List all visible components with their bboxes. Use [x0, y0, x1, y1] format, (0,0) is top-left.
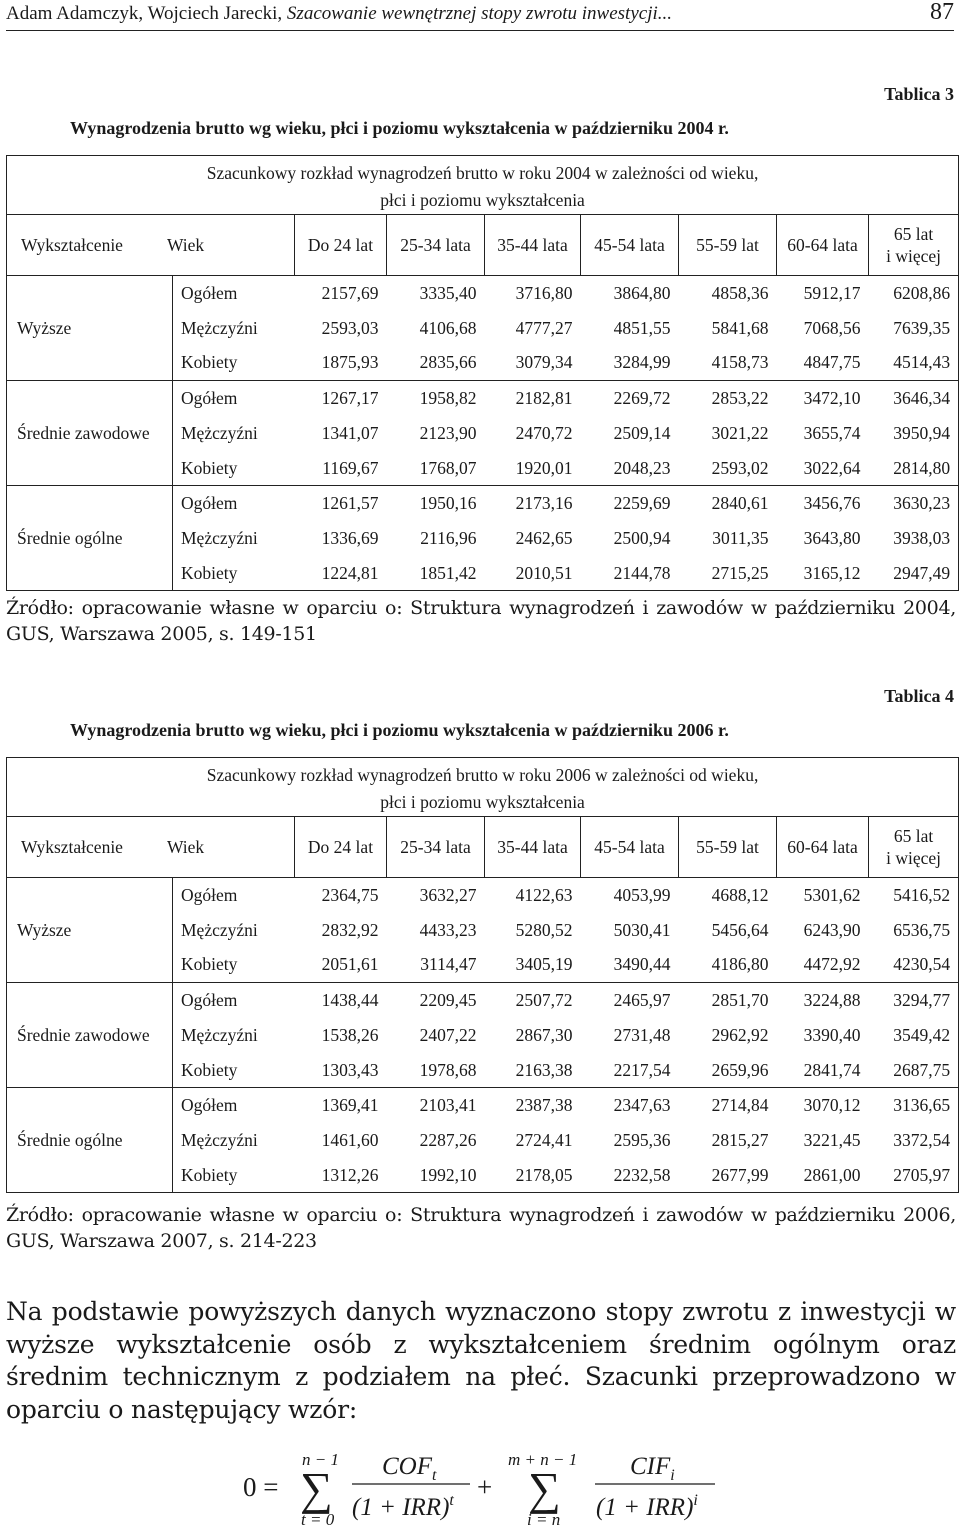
wage-cell: 1920,01 [515, 457, 573, 478]
wage-cell: 2364,75 [295, 878, 387, 913]
wage-cell: 2347,63 [581, 1088, 679, 1123]
wage-cell: 2217,54 [613, 1059, 671, 1080]
wage-cell: 7639,35 [869, 311, 959, 346]
wage-cell: 2465,97 [581, 983, 679, 1018]
wage-cell: 3070,12 [777, 1088, 869, 1123]
table-number: Tablica 4 [884, 686, 954, 706]
sex-label: Kobiety [181, 352, 238, 373]
wage-cell: 1958,82 [387, 381, 485, 416]
table-number: Tablica 3 [884, 84, 954, 104]
wage-cell: 3643,80 [803, 527, 861, 548]
table-caption-row [7, 156, 959, 215]
wage-cell: 3224,88 [777, 983, 869, 1018]
wage-cell: 2687,75 [869, 1053, 959, 1088]
wage-cell: 4106,68 [419, 317, 477, 338]
wage-cell: 5301,62 [777, 878, 869, 913]
table-caption-row [7, 758, 959, 817]
sex-label: Kobiety [181, 457, 238, 478]
wage-cell: 2507,72 [485, 983, 581, 1018]
wage-cell: 3079,34 [515, 352, 573, 373]
header-education: Wykształcenie Wiek [7, 215, 295, 276]
sex-label: Kobiety [173, 1158, 295, 1193]
header-age-group: 35-44 lata [485, 817, 581, 878]
wage-cell: 1992,10 [387, 1158, 485, 1193]
header-row [7, 817, 959, 878]
table-caption [7, 156, 959, 215]
frac1-numerator: $COF_t$ [382, 1453, 437, 1484]
wage-cell: 2659,96 [711, 1059, 769, 1080]
sum2-lower-limit: i = n [527, 1510, 561, 1527]
wage-cell: 2144,78 [581, 556, 679, 591]
education-level: Wyższe [7, 878, 173, 983]
wage-cell: 2123,90 [419, 422, 477, 443]
table-row [7, 276, 959, 311]
wage-cell: 1312,26 [295, 1158, 387, 1193]
wage-cell: 2116,96 [420, 527, 477, 548]
table-row [7, 486, 959, 521]
wage-cell: 2103,41 [387, 1088, 485, 1123]
wage-cell: 3114,47 [420, 954, 477, 975]
header-age-group: Do 24 lat [295, 215, 387, 276]
wage-cell: 2815,27 [711, 1129, 769, 1150]
wage-cell: 2593,02 [711, 457, 769, 478]
wage-cell: 3221,45 [803, 1129, 861, 1150]
wage-cell: 3490,44 [613, 954, 671, 975]
table-title: Wynagrodzenia brutto wg wieku, płci i poziomu wykształcenia w październiku 2006 r. [70, 720, 729, 740]
wage-cell: 2209,45 [387, 983, 485, 1018]
header-age: Wiek [166, 837, 205, 857]
header-age-group: 60-64 lata [777, 817, 869, 878]
body-paragraph: Na podstawie powyższych danych wyznaczono stopy zwrotu z inwestycji w wyższe wykształcenie osób z wykształceniem średnim ogólnym oraz średnim technicznym z podziałem na płeć. Szacunki przeprowadzono w oparciu o następujący wzór: [6, 1297, 956, 1424]
sex-label: Mężczyźni [181, 422, 258, 443]
wage-cell: 3021,22 [711, 422, 769, 443]
caption-line: Szacunkowy rozkład wynagrodzeń brutto w roku 2006 w zależności od wieku, [206, 765, 759, 785]
header-age-group: 45-54 lata [581, 215, 679, 276]
sex-label: Kobiety [173, 556, 295, 591]
wage-cell: 2714,84 [679, 1088, 777, 1123]
formula-plus: + [477, 1472, 493, 1502]
sex-label: Kobiety [181, 954, 238, 975]
sum1-lower-limit: t = 0 [301, 1510, 335, 1527]
wage-cell: 1851,42 [387, 556, 485, 591]
header-education: Wykształcenie Wiek [7, 817, 295, 878]
wage-cell: 5416,52 [869, 878, 959, 913]
wage-cell: 2407,22 [419, 1024, 477, 1045]
wage-table [6, 155, 959, 591]
wage-cell: 2677,99 [679, 1158, 777, 1193]
education-level: Średnie zawodowe [7, 983, 173, 1088]
wage-cell: 1768,07 [419, 457, 477, 478]
wage-cell: 2010,51 [485, 556, 581, 591]
table-row [7, 1088, 959, 1123]
wage-cell: 2178,05 [485, 1158, 581, 1193]
wage-cell: 1875,93 [321, 352, 379, 373]
wage-cell: 2048,23 [613, 457, 671, 478]
wage-cell: 3022,64 [803, 457, 861, 478]
sex-label: Ogółem [173, 276, 295, 311]
wage-cell: 3472,10 [777, 381, 869, 416]
wage-cell: 3716,80 [485, 276, 581, 311]
wage-cell: 2962,92 [711, 1024, 769, 1045]
sex-label: Mężczyźni [181, 919, 258, 940]
sex-label: Ogółem [173, 1088, 295, 1123]
wage-cell: 3950,94 [869, 416, 959, 451]
wage-cell: 4122,63 [485, 878, 581, 913]
wage-cell: 1438,44 [295, 983, 387, 1018]
wage-cell: 2157,69 [295, 276, 387, 311]
wage-cell: 2867,30 [515, 1024, 573, 1045]
header-age-group: 35-44 lata [485, 215, 581, 276]
wage-cell: 2947,49 [869, 556, 959, 591]
formula-lhs: 0 = [243, 1472, 279, 1502]
sex-label: Ogółem [173, 381, 295, 416]
wage-cell: 2832,92 [321, 919, 379, 940]
wage-cell: 1267,17 [295, 381, 387, 416]
header-age-group: 25-34 lata [387, 817, 485, 878]
wage-cell: 2835,66 [419, 352, 477, 373]
sex-label: Ogółem [173, 983, 295, 1018]
header-age-group: 45-54 lata [581, 817, 679, 878]
wage-cell: 1169,67 [322, 457, 379, 478]
table-source-note: Źródło: opracowanie własne w oparciu o: Struktura wynagrodzeń i zawodów w październiku 2006, GUS, Warszawa 2007, s. 214-223 [6, 1204, 956, 1252]
wage-cell: 3294,77 [869, 983, 959, 1018]
wage-cell: 3284,99 [613, 352, 671, 373]
wage-cell: 4777,27 [515, 317, 573, 338]
wage-cell: 2853,22 [679, 381, 777, 416]
wage-cell: 1303,43 [321, 1059, 379, 1080]
sex-label: Mężczyźni [181, 1129, 258, 1150]
table-title: Wynagrodzenia brutto wg wieku, płci i poziomu wykształcenia w październiku 2004 r. [70, 118, 729, 138]
wage-cell: 2387,38 [485, 1088, 581, 1123]
wage-table [6, 757, 959, 1193]
sex-label: Mężczyźni [181, 317, 258, 338]
wage-cell: 2163,38 [515, 1059, 573, 1080]
wage-cell: 4688,12 [679, 878, 777, 913]
caption-line: płci i poziomu wykształcenia [380, 190, 585, 210]
wage-cell: 1950,16 [387, 486, 485, 521]
wage-cell: 2500,94 [613, 527, 671, 548]
wage-cell: 3136,65 [869, 1088, 959, 1123]
table-row [7, 878, 959, 913]
wage-cell: 2705,97 [869, 1158, 959, 1193]
wage-cell: 3405,19 [515, 954, 573, 975]
wage-cell: 2593,03 [321, 317, 379, 338]
wage-cell: 3630,23 [869, 486, 959, 521]
wage-cell: 3632,27 [387, 878, 485, 913]
header-age-group: 65 lat i więcej [869, 817, 959, 878]
sex-label: Mężczyźni [181, 527, 258, 548]
wage-cell: 2861,00 [777, 1158, 869, 1193]
wage-cell: 3165,12 [777, 556, 869, 591]
sex-label: Kobiety [181, 1059, 238, 1080]
sex-label: Ogółem [173, 486, 295, 521]
header-age-group: 60-64 lata [777, 215, 869, 276]
wage-cell: 3655,74 [803, 422, 861, 443]
wage-cell: 1538,26 [321, 1024, 379, 1045]
wage-cell: 2051,61 [321, 954, 379, 975]
table-row [7, 381, 959, 416]
wage-cell: 5456,64 [711, 919, 769, 940]
header-age-group: 65 lat i więcej [869, 215, 959, 276]
wage-cell: 3549,42 [869, 1018, 959, 1053]
wage-cell: 3938,03 [869, 521, 959, 556]
sum2-sigma-icon: ∑ [528, 1463, 561, 1514]
wage-cell: 2595,36 [613, 1129, 671, 1150]
wage-cell: 1341,07 [321, 422, 379, 443]
wage-cell: 2731,48 [613, 1024, 671, 1045]
wage-cell: 3390,40 [803, 1024, 861, 1045]
wage-cell: 2840,61 [679, 486, 777, 521]
caption-line: płci i poziomu wykształcenia [380, 792, 585, 812]
wage-cell: 6536,75 [869, 913, 959, 948]
running-head [6, 0, 954, 31]
frac2-numerator: $CIF_i$ [630, 1453, 675, 1484]
wage-cell: 2182,81 [485, 381, 581, 416]
wage-cell: 5912,17 [777, 276, 869, 311]
wage-cell: 5030,41 [613, 919, 671, 940]
page-number: 87 [930, 0, 954, 25]
education-level: Średnie ogólne [7, 1088, 173, 1193]
wage-cell: 4472,92 [803, 954, 861, 975]
table-row [7, 983, 959, 1018]
wage-cell: 3864,80 [581, 276, 679, 311]
wage-cell: 4158,73 [711, 352, 769, 373]
wage-cell: 4847,75 [803, 352, 861, 373]
wage-cell: 6243,90 [803, 919, 861, 940]
wage-cell: 4433,23 [419, 919, 477, 940]
wage-cell: 7068,56 [803, 317, 861, 338]
wage-cell: 2509,14 [613, 422, 671, 443]
article-short-title: Szacowanie wewnętrznej stopy zwrotu inwestycji... [286, 3, 672, 24]
caption-line: Szacunkowy rozkład wynagrodzeń brutto w roku 2004 w zależności od wieku, [206, 163, 759, 183]
wage-cell: 2462,65 [515, 527, 573, 548]
education-level: Wyższe [7, 276, 173, 381]
header-age-group: 25-34 lata [387, 215, 485, 276]
wage-cell: 1461,60 [321, 1129, 379, 1150]
wage-cell: 4858,36 [679, 276, 777, 311]
wage-cell: 1261,57 [295, 486, 387, 521]
wage-cell: 2173,16 [485, 486, 581, 521]
wage-cell: 3646,34 [869, 381, 959, 416]
header-age-group: 55-59 lat [679, 215, 777, 276]
wage-cell: 2470,72 [515, 422, 573, 443]
wage-cell: 2232,58 [581, 1158, 679, 1193]
wage-cell: 2269,72 [581, 381, 679, 416]
sum2-upper-limit: m + n − 1 [508, 1450, 578, 1469]
wage-cell: 2724,41 [515, 1129, 573, 1150]
wage-cell: 1978,68 [419, 1059, 477, 1080]
sex-label: Mężczyźni [181, 1024, 258, 1045]
wage-cell: 2814,80 [869, 451, 959, 486]
wage-cell: 3335,40 [387, 276, 485, 311]
irr-formula [0, 1440, 960, 1527]
header-age: Wiek [166, 235, 205, 255]
header-age-group: 55-59 lat [679, 817, 777, 878]
wage-cell: 1224,81 [295, 556, 387, 591]
wage-cell: 5841,68 [711, 317, 769, 338]
table-source-note: Źródło: opracowanie własne w oparciu o: Struktura wynagrodzeń i zawodów w październiku 2004, GUS, Warszawa 2005, s. 149-151 [6, 597, 956, 645]
wage-cell: 4851,55 [613, 317, 671, 338]
wage-cell: 2259,69 [581, 486, 679, 521]
wage-cell: 2841,74 [803, 1059, 861, 1080]
table-caption [7, 758, 959, 817]
sum1-upper-limit: n − 1 [302, 1450, 339, 1469]
header-row [7, 215, 959, 276]
wage-cell: 2851,70 [679, 983, 777, 1018]
header-age-group: Do 24 lat [295, 817, 387, 878]
frac2-denominator: (1 + IRR)$^i$ [596, 1492, 698, 1521]
wage-cell: 3011,35 [712, 527, 769, 548]
wage-cell: 4186,80 [711, 954, 769, 975]
education-level: Średnie zawodowe [7, 381, 173, 486]
wage-cell: 3372,54 [869, 1123, 959, 1158]
wage-cell: 2715,25 [679, 556, 777, 591]
frac1-denominator: (1 + IRR)$^t$ [352, 1492, 454, 1521]
sex-label: Ogółem [173, 878, 295, 913]
wage-cell: 1336,69 [321, 527, 379, 548]
running-head-text [6, 0, 672, 28]
authors: Adam Adamczyk, Wojciech Jarecki, [6, 3, 283, 24]
wage-cell: 4053,99 [581, 878, 679, 913]
wage-cell: 2287,26 [419, 1129, 477, 1150]
wage-cell: 3456,76 [777, 486, 869, 521]
wage-cell: 4230,54 [869, 947, 959, 982]
wage-cell: 4514,43 [869, 345, 959, 380]
education-level: Średnie ogólne [7, 486, 173, 591]
wage-cell: 6208,86 [869, 276, 959, 311]
wage-cell: 5280,52 [515, 919, 573, 940]
wage-cell: 1369,41 [295, 1088, 387, 1123]
sum1-sigma-icon: ∑ [300, 1463, 333, 1514]
